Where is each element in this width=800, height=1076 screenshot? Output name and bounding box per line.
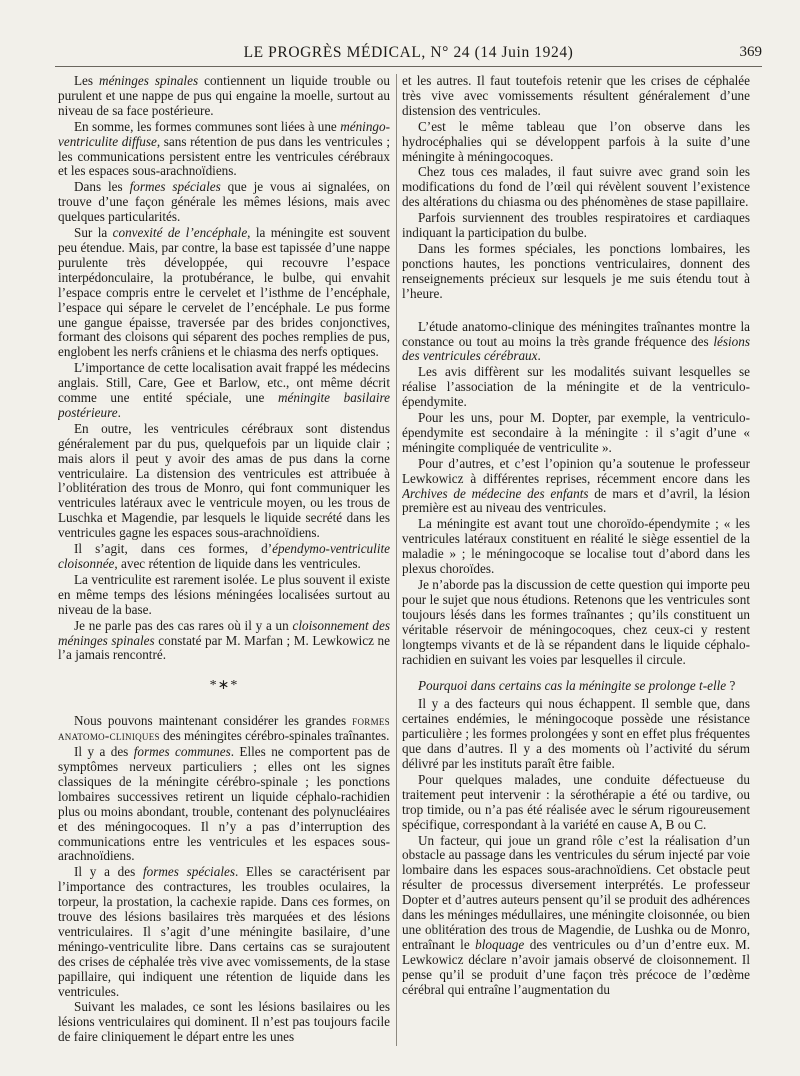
left-column <box>58 74 390 1054</box>
paragraph: Il y a des formes communes. Elles ne comportent pas de symptômes nerveux particuliers ; elles ont les signes classiques de la méningite cérébro-spinale ; les ponctions lombaires successives retirent un liquide céphalo-rachidien plus ou moins abondant, trouble, contenant des polynucléaires et des méningocoques. Il n’y a pas d’interruption des communications entre les ventricules et les espaces sous-arachnoïdiens. <box>58 744 390 864</box>
paragraph: Nous pouvons maintenant considérer les grandes formes anatomo-cliniques des méningites cérébro-spinales traînantes. <box>58 713 390 744</box>
paragraph: Chez tous ces malades, il faut suivre avec grand soin les modifications du fond de l’œil qui révèlent souvent l’existence des altérations du chiasma ou des phénomènes de stase papillaire. <box>402 164 750 210</box>
paragraph: Suivant les malades, ce sont les lésions basilaires ou les lésions ventriculaires qui dominent. Il n’est pas toujours facile de faire cliniquement le départ entre les unes <box>58 999 390 1045</box>
paragraph: L’importance de cette localisation avait frappé les médecins anglais. Still, Care, Gee et Barlow, etc., ont même décrit comme une entité spéciale, une méningite basilaire postérieure. <box>58 360 390 420</box>
paragraph: En outre, les ventricules cérébraux sont distendus généralement par du pus, quelquefois par un liquide clair ; mais alors il peut y avoir des amas de pus dans la corne ventriculaire. La distension des ventricules est attribuée à l’oblitération des trous de Monro, qui font communiquer les ventricules latéraux avec le ventricule moyen, ou les trous de Luschka et Magendie, par lesquels le liquide secrété dans les ventricules gagne les espaces sous-arachnoïdiens. <box>58 420 390 541</box>
paragraph: Il y a des formes spéciales. Elles se caractérisent par l’importance des contractures, les troubles oculaires, la torpeur, la prostation, la cachexie rapide. Dans ces formes, on trouve des lésions basilaires très marquées et des lésions ventriculaires. Il s’agit d’une méningite basilaire, d’une méningo-ventriculite libre. Dans certains cas se surajoutent des crises de céphalée très vive avec vomissements, de la stase papillaire, qui indiquent une rétention de liquide dans les ventricules. <box>58 864 390 999</box>
page-header <box>55 44 762 67</box>
paragraph: L’étude anatomo-clinique des méningites traînantes montre la constance ou tout au moins la très grande fréquence des lésions des ventricules cérébraux. <box>402 318 750 364</box>
paragraph: Les avis diffèrent sur les modalités suivant lesquelles se réalise l’association de la méningite et de la ventriculo-épendymite. <box>402 364 750 410</box>
paragraph: En somme, les formes communes sont liées à une méningo-ventriculite diffuse, sans rétention de pus dans les ventricules ; les communications persistent entre les ventricules cérébraux et les espaces sous-arachnoïdiens. <box>58 118 390 179</box>
paragraph: Dans les formes spéciales que je vous ai signalées, on trouve d’une façon générale les mêmes lésions, mais avec quelques particularités. <box>58 179 390 225</box>
paragraph: Dans les formes spéciales, les ponctions lombaires, les ponctions hautes, les ponctions ventriculaires, donnent des renseignements précieux sur lesquels je me suis étendu tout à l’heure. <box>402 240 750 301</box>
paragraph: Pour quelques malades, une conduite défectueuse du traitement peut intervenir : la sérothérapie a été ou tardive, ou trop timide, ou n’a pas été réalisée avec le sérum rigoureusement spécifique, correspondant à la variété en cause A, B ou C. <box>402 771 750 832</box>
paragraph: et les autres. Il faut toutefois retenir que les crises de céphalée très vive avec vomissements résultent généralement d’une distension des ventricules. <box>402 74 750 118</box>
paragraph: Je ne parle pas des cas rares où il y a un cloisonnement des méninges spinales constaté par M. Marfan ; M. Lewkowicz ne l’a jamais rencontré. <box>58 617 390 663</box>
paragraph: Sur la convexité de l’encéphale, la méningite est souvent peu étendue. Mais, par contre, la base est tapissée d’une nappe purulente très développée, qui recouvre l’espace interpédonculaire, la protubérance, le bulbe, qui envahit l’espace compris entre le cervelet et l’isthme de l’encéphale, l’espace qui sépare le cervelet de l’encéphale. Le pus forme une gangue épaisse, traversée par des brides conjonctives, formant des cloisons qui séparent des poches remplies de pus, englobent les nerfs crâniens et le chiasma des nerfs optiques. <box>58 225 390 360</box>
paragraph: Parfois surviennent des troubles respiratoires et cardiaques indiquant la participation du bulbe. <box>402 210 750 241</box>
paragraph: Je n’aborde pas la discussion de cette question qui importe peu pour le sujet que nous étudions. Retenons que les ventricules sont toujours lésés dans les formes traînantes ; qu’ils constituent un véritable réservoir de méningocoques, chez ceux-ci y restent longtemps vivants et de là se répandent dans le liquide céphalo-rachidien en suivant les voies par lesquelles il circule. <box>402 577 750 667</box>
column-divider <box>396 74 397 1046</box>
page-number: 369 <box>739 44 762 60</box>
section-heading: Pourquoi dans certains cas la méningite se prolonge t-elle ? <box>418 678 736 694</box>
paragraph: Il s’agit, dans ces formes, d’épendymo-ventriculite cloisonnée, avec rétention de liquide dans les ventricules. <box>58 541 390 571</box>
paragraph: Un facteur, qui joue un grand rôle c’est la réalisation d’un obstacle au passage dans les ventricules du sérum injecté par voie lombaire dans les espaces sous-arachnoïdiens. Cet obstacle peut résulter de processus diversement interprétés. Le professeur Dopter et d’autres auteurs pensent qu’il se produit des adhérences dans les méninges médullaires, une méningite cloisonnée, ou bien une oblitération des trous de Magendie, de Lushka ou de Monro, entraînant le bloquage des ventricules ou d’un d’entre eux. M. Lewkowicz déclare n’avoir jamais observé de cloisonnement. Il pense qu’il se produit d’une façon très précoce de l’œdème cérébral qui entraîne l’augmentation du <box>402 832 750 997</box>
paragraph: Les méninges spinales contiennent un liquide trouble ou purulent et une nappe de pus qui engaine la moelle, surtout au niveau de sa face postérieure. <box>58 74 390 118</box>
paragraph: La ventriculite est rarement isolée. Le plus souvent il existe en même temps des lésions méningées localisées surtout au niveau de la base. <box>58 571 390 617</box>
section-separator: *∗* <box>209 678 239 694</box>
running-title: LE PROGRÈS MÉDICAL, N° 24 (14 Juin 1924) <box>243 44 574 61</box>
paragraph: C’est le même tableau que l’on observe dans les hydrocéphalies qui se développent parfois à la suite d’une méningite à méningocoques. <box>402 118 750 164</box>
paragraph: La méningite est avant tout une choroïdo-épendymite ; « les ventricules latéraux constituent en réalité le siège essentiel de la maladie » ; le méningocoque se localise tout d’abord dans les plexus choroïdes. <box>402 516 750 577</box>
right-column <box>402 74 750 1054</box>
paragraph: Pour les uns, pour M. Dopter, par exemple, la ventriculo-épendymite est secondaire à la méningite : il s’agit d’une « méningite compliquée de ventriculite ». <box>402 410 750 455</box>
paragraph: Il y a des facteurs qui nous échappent. Il semble que, dans certaines endémies, le méningocoque possède une résistance particulière ; les formes prolongées y sont en effet plus fréquentes que dans d’autres. Il y a des moments où l’activité du sérum délivré par les instituts paraît être faible. <box>402 696 750 771</box>
paragraph: Pour d’autres, et c’est l’opinion qu’a soutenue le professeur Lewkowicz à différentes reprises, récemment encore dans les Archives de médecine des enfants de mars et d’avril, la lésion première est au niveau des ventricules. <box>402 455 750 516</box>
